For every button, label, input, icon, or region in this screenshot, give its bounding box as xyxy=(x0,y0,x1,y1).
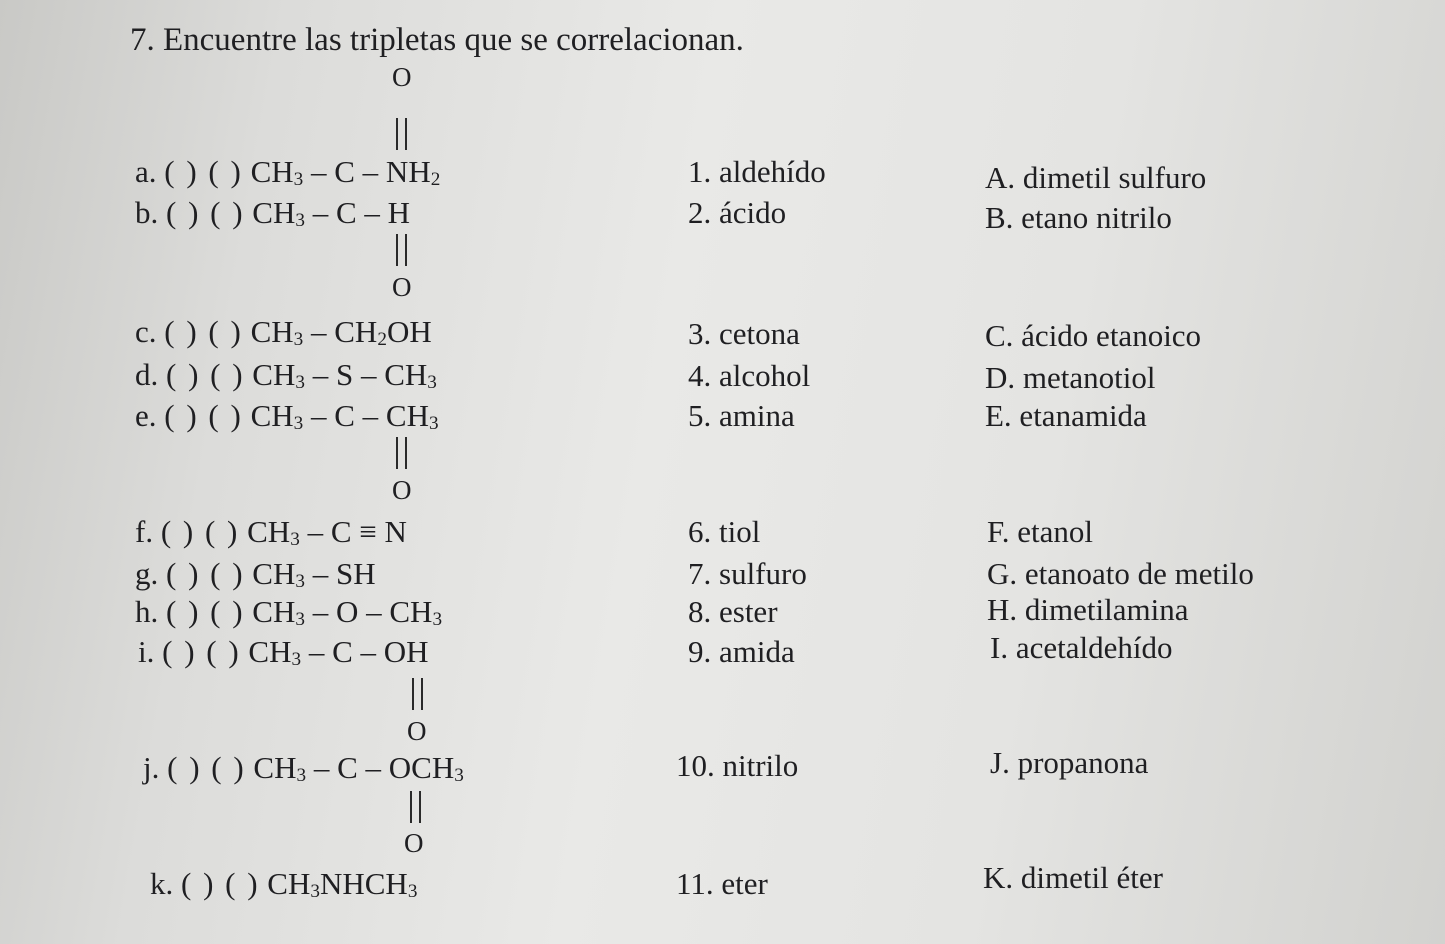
name-option: E. etanamida xyxy=(985,398,1147,433)
name-option: D. metanotiol xyxy=(985,360,1156,395)
item-letter: f. xyxy=(135,514,154,549)
double-bond xyxy=(396,118,407,150)
formula-b: CH3 – C – H xyxy=(252,195,411,232)
name-option: F. etanol xyxy=(987,514,1094,549)
oxygen-label: O xyxy=(404,828,424,858)
group-option: 2. ácido xyxy=(688,195,787,230)
group-option: 3. cetona xyxy=(688,316,800,351)
answer-blanks[interactable]: ( ) ( ) xyxy=(164,154,243,189)
group-option: 9. amida xyxy=(688,634,795,669)
double-bond xyxy=(410,791,421,823)
item-i xyxy=(138,634,429,670)
item-c xyxy=(135,314,432,350)
item-letter: j. xyxy=(143,750,160,785)
item-letter: e. xyxy=(135,398,157,433)
item-letter: b. xyxy=(135,195,159,230)
group-option: 5. amina xyxy=(688,398,795,433)
formula-a: CH3 – C – NH2 xyxy=(250,154,441,191)
formula-h: CH3 – O – CH3 xyxy=(252,594,443,631)
formula-j: CH3 – C – OCH3 xyxy=(253,750,464,787)
double-bond xyxy=(412,678,423,710)
group-option: 4. alcohol xyxy=(688,358,811,393)
formula-e: CH3 – C – CH3 xyxy=(250,398,439,435)
group-option: 1. aldehído xyxy=(688,154,826,189)
oxygen-label: O xyxy=(392,272,412,302)
item-k xyxy=(150,866,417,902)
formula-c: CH3 – CH2OH xyxy=(250,314,432,351)
item-letter: k. xyxy=(150,866,174,901)
oxygen-label: O xyxy=(407,716,427,746)
group-option: 7. sulfuro xyxy=(688,556,807,591)
question-title: 7. Encuentre las tripletas que se correlacionan. xyxy=(130,22,744,58)
item-j xyxy=(143,750,464,786)
item-letter: a. xyxy=(135,154,157,189)
group-option: 8. ester xyxy=(688,594,778,629)
answer-blanks[interactable]: ( ) ( ) xyxy=(164,314,243,349)
name-option: K. dimetil éter xyxy=(983,860,1163,895)
double-bond xyxy=(396,234,407,266)
item-f xyxy=(135,514,407,550)
formula-f: CH3 – C ≡ N xyxy=(247,514,407,551)
name-option: G. etanoato de metilo xyxy=(987,556,1254,591)
item-letter: i. xyxy=(138,634,155,669)
item-a xyxy=(135,154,440,190)
answer-blanks[interactable]: ( ) ( ) xyxy=(160,514,240,549)
group-option: 10. nitrilo xyxy=(676,748,799,783)
item-letter: d. xyxy=(135,357,159,392)
answer-blanks[interactable]: ( ) ( ) xyxy=(166,195,245,230)
item-letter: c. xyxy=(135,314,157,349)
oxygen-label: O xyxy=(392,475,412,505)
item-e xyxy=(135,398,439,434)
name-option: C. ácido etanoico xyxy=(985,318,1202,353)
oxygen-label: O xyxy=(392,62,412,92)
name-option: J. propanona xyxy=(990,745,1149,780)
answer-blanks[interactable]: ( ) ( ) xyxy=(166,594,245,629)
item-g xyxy=(135,556,376,592)
formula-g: CH3 – SH xyxy=(252,556,376,593)
answer-blanks[interactable]: ( ) ( ) xyxy=(166,357,245,392)
item-letter: h. xyxy=(135,594,159,629)
name-option: H. dimetilamina xyxy=(987,592,1189,627)
name-option: I. acetaldehído xyxy=(990,630,1173,665)
group-option: 11. eter xyxy=(676,866,768,901)
double-bond xyxy=(396,437,407,469)
answer-blanks[interactable]: ( ) ( ) xyxy=(164,398,243,433)
formula-d: CH3 – S – CH3 xyxy=(252,357,437,394)
item-b xyxy=(135,195,410,231)
name-option: B. etano nitrilo xyxy=(985,200,1172,235)
answer-blanks[interactable]: ( ) ( ) xyxy=(181,866,260,901)
name-option: A. dimetil sulfuro xyxy=(985,160,1207,195)
item-h xyxy=(135,594,442,630)
answer-blanks[interactable]: ( ) ( ) xyxy=(166,556,245,591)
formula-k: CH3NHCH3 xyxy=(267,866,418,903)
formula-i: CH3 – C – OH xyxy=(248,634,429,671)
item-letter: g. xyxy=(135,556,159,591)
item-d xyxy=(135,357,437,393)
group-option: 6. tiol xyxy=(688,514,761,549)
answer-blanks[interactable]: ( ) ( ) xyxy=(167,750,246,785)
answer-blanks[interactable]: ( ) ( ) xyxy=(162,634,241,669)
